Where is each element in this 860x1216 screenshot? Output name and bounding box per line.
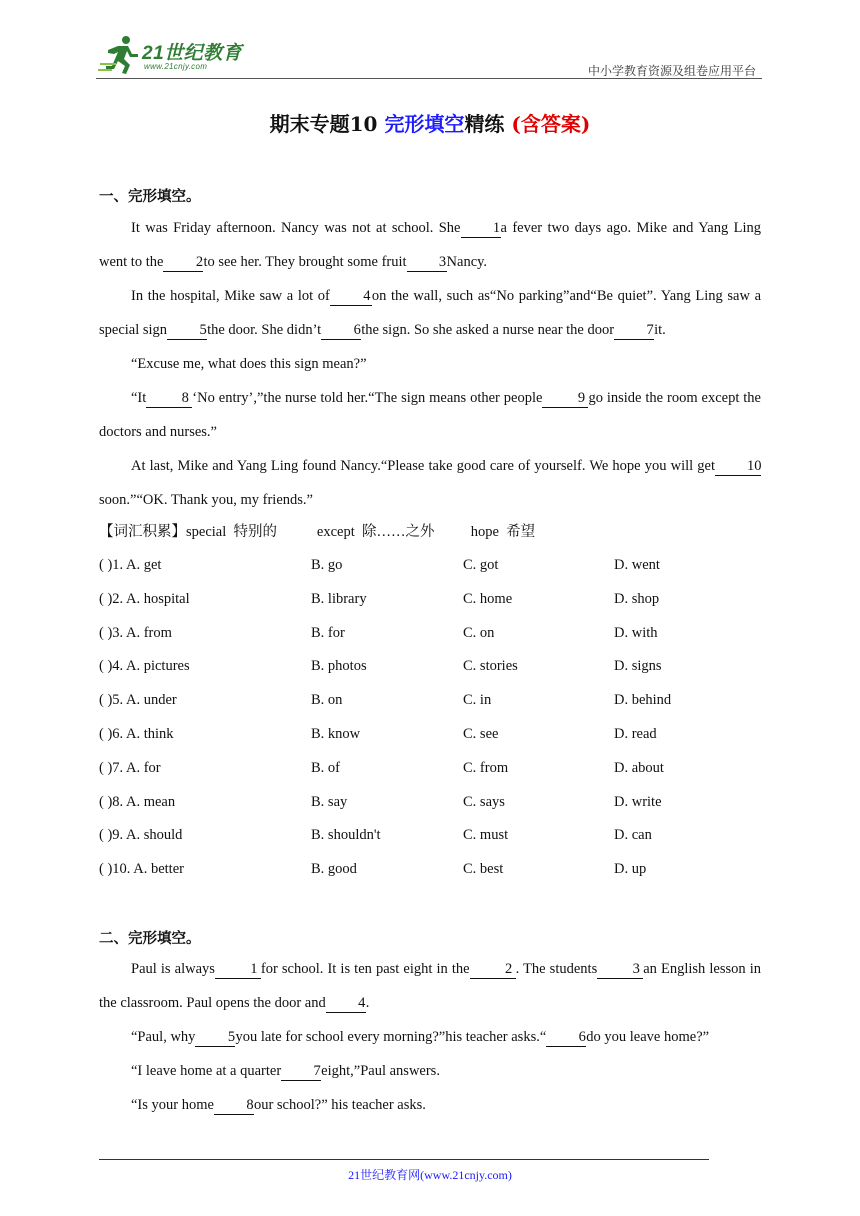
passage-paragraph bbox=[99, 347, 761, 381]
section-1-heading: 一、完形填空。 bbox=[99, 189, 201, 205]
passage-text: a fever two days ago. Mike and Yang Ling went to the bbox=[99, 220, 761, 270]
option-c[interactable]: C. home bbox=[463, 590, 513, 607]
option-c[interactable]: C. on bbox=[463, 624, 495, 641]
title-part-1: 期末专题10 bbox=[269, 112, 385, 136]
passage-paragraph bbox=[99, 1020, 761, 1054]
passage-text: At last, Mike and Yang Ling found Nancy.“Please take good care of yourself. We hope you will get bbox=[131, 458, 715, 474]
answer-blank[interactable]: 8 bbox=[214, 1096, 254, 1115]
page-header bbox=[96, 34, 762, 80]
passage-paragraph bbox=[99, 381, 761, 449]
passage-text: our school?” his teacher asks. bbox=[253, 1097, 426, 1113]
answer-blank[interactable]: 6 bbox=[546, 1028, 586, 1047]
passage-text: “Paul, why bbox=[131, 1029, 196, 1045]
question-stem-option-a[interactable]: ( )1. A. get bbox=[99, 557, 162, 573]
passage-text: Paul is always bbox=[131, 961, 215, 977]
passage-text: an English lesson in the classroom. Paul opens the door and bbox=[99, 961, 762, 1011]
question-stem-option-a[interactable]: ( )6. A. think bbox=[99, 726, 174, 742]
option-b[interactable]: B. of bbox=[311, 759, 340, 776]
question-stem-option-a[interactable]: ( )9. A. should bbox=[99, 827, 183, 844]
option-d[interactable]: D. with bbox=[614, 624, 658, 641]
question-stem-option-a[interactable]: ( )10. A. better bbox=[99, 861, 184, 878]
answer-blank[interactable]: 2 bbox=[163, 253, 203, 272]
title-part-4: (含答案) bbox=[511, 112, 591, 136]
question-row bbox=[99, 692, 761, 712]
passage-text: “It bbox=[131, 390, 147, 406]
option-c[interactable]: C. must bbox=[463, 827, 509, 844]
passage-paragraph bbox=[99, 952, 761, 1020]
passage-text: In the hospital, Mike saw a lot of bbox=[131, 288, 330, 304]
question-row bbox=[99, 591, 761, 611]
option-b[interactable]: B. say bbox=[311, 793, 348, 810]
passage-text: ‘No entry’,”the nurse told her.“The sign means other people bbox=[192, 390, 543, 406]
page-title bbox=[0, 108, 860, 137]
option-d[interactable]: D. signs bbox=[614, 658, 662, 675]
option-b[interactable]: B. know bbox=[311, 726, 361, 742]
answer-blank[interactable]: 7 bbox=[281, 1062, 321, 1081]
option-b[interactable]: B. on bbox=[311, 692, 343, 709]
option-d[interactable]: D. shop bbox=[614, 590, 660, 607]
question-row bbox=[99, 827, 761, 847]
option-d[interactable]: D. write bbox=[614, 793, 662, 810]
header-platform-text: 中小学教育资源及组卷应用平台 bbox=[587, 64, 756, 78]
passage-text: Nancy. bbox=[446, 254, 488, 270]
question-row bbox=[99, 794, 761, 814]
question-stem-option-a[interactable]: ( )3. A. from bbox=[99, 624, 172, 641]
option-c[interactable]: C. says bbox=[463, 793, 505, 810]
option-d[interactable]: D. up bbox=[614, 861, 647, 878]
passage-text: the door. She didn’t bbox=[207, 322, 322, 338]
passage-paragraph bbox=[99, 211, 761, 279]
option-c[interactable]: C. got bbox=[463, 557, 499, 573]
option-b[interactable]: B. library bbox=[311, 590, 367, 607]
answer-blank[interactable]: 4 bbox=[326, 994, 366, 1013]
passage-text: go inside the room except the doctors and nurses.” bbox=[99, 390, 761, 440]
question-row bbox=[99, 557, 761, 577]
question-stem-option-a[interactable]: ( )2. A. hospital bbox=[99, 590, 190, 607]
passage-paragraph bbox=[99, 449, 761, 517]
option-c[interactable]: C. in bbox=[463, 692, 492, 709]
question-row bbox=[99, 861, 761, 881]
title-part-3: 精练 bbox=[464, 112, 512, 136]
section-1-passage bbox=[99, 211, 761, 517]
option-c[interactable]: C. see bbox=[463, 726, 499, 742]
header-divider bbox=[96, 78, 762, 79]
option-b[interactable]: B. good bbox=[311, 861, 357, 878]
question-row bbox=[99, 625, 761, 645]
footer-divider bbox=[99, 1159, 709, 1160]
option-c[interactable]: C. best bbox=[463, 861, 504, 878]
passage-text: it. bbox=[654, 322, 666, 338]
passage-paragraph bbox=[99, 1088, 761, 1122]
vocabulary-note: 【词汇积累】special 特别的 except 除……之外 hope 希望 bbox=[99, 524, 536, 540]
passage-text: for school. It is ten past eight in the bbox=[260, 961, 470, 977]
passage-text: on the wall, such as“No parking”and“Be quiet”. Yang Ling saw a special sign bbox=[99, 288, 762, 338]
question-row bbox=[99, 726, 761, 746]
logo-text: 21世纪教育 bbox=[142, 43, 243, 64]
passage-text: you late for school every morning?”his teacher asks.“ bbox=[235, 1029, 547, 1045]
passage-text: It was Friday afternoon. Nancy was not at school. She bbox=[131, 220, 461, 236]
passage-text: eight,”Paul answers. bbox=[321, 1063, 440, 1079]
site-logo[interactable] bbox=[96, 34, 266, 78]
question-stem-option-a[interactable]: ( )4. A. pictures bbox=[99, 658, 190, 675]
passage-text: “I leave home at a quarter bbox=[131, 1063, 282, 1079]
passage-text: “Excuse me, what does this sign mean?” bbox=[131, 356, 367, 372]
logo-url: www.21cnjy.com bbox=[144, 62, 208, 71]
answer-blank[interactable]: 7 bbox=[614, 321, 654, 340]
answer-blank[interactable]: 5 bbox=[167, 321, 207, 340]
answer-blank[interactable]: 10 bbox=[715, 457, 761, 476]
question-row bbox=[99, 658, 761, 678]
answer-blank[interactable]: 4 bbox=[330, 287, 372, 306]
passage-paragraph bbox=[99, 1054, 761, 1088]
answer-blank[interactable]: 3 bbox=[407, 253, 447, 272]
question-stem-option-a[interactable]: ( )7. A. for bbox=[99, 759, 161, 776]
answer-blank[interactable]: 2 bbox=[470, 960, 516, 979]
answer-blank[interactable]: 6 bbox=[321, 321, 361, 340]
question-stem-option-a[interactable]: ( )5. A. under bbox=[99, 692, 177, 709]
title-part-2: 完形填空 bbox=[384, 112, 465, 136]
answer-blank[interactable]: 9 bbox=[542, 389, 588, 408]
option-b[interactable]: B. go bbox=[311, 557, 343, 573]
option-b[interactable]: B. photos bbox=[311, 658, 367, 675]
option-b[interactable]: B. for bbox=[311, 624, 345, 641]
option-d[interactable]: D. about bbox=[614, 759, 664, 776]
option-d[interactable]: D. can bbox=[614, 827, 652, 844]
answer-blank[interactable]: 5 bbox=[195, 1028, 235, 1047]
answer-blank[interactable]: 1 bbox=[215, 960, 261, 979]
option-d[interactable]: D. behind bbox=[614, 692, 672, 709]
passage-text: . The students bbox=[515, 961, 598, 977]
option-d[interactable]: D. read bbox=[614, 726, 657, 742]
passage-text: the sign. So she asked a nurse near the door bbox=[361, 322, 615, 338]
runner-logo-icon bbox=[96, 34, 144, 76]
section-2-heading: 二、完形填空。 bbox=[99, 931, 201, 947]
passage-text: . bbox=[365, 995, 370, 1011]
page-footer[interactable]: 21世纪教育网(www.21cnjy.com) bbox=[348, 1168, 512, 1182]
option-c[interactable]: C. stories bbox=[463, 658, 518, 675]
section-2-passage bbox=[99, 952, 761, 1122]
answer-blank[interactable]: 1 bbox=[461, 219, 501, 238]
option-c[interactable]: C. from bbox=[463, 759, 509, 776]
question-row bbox=[99, 760, 761, 780]
passage-text: soon.”“OK. Thank you, my friends.” bbox=[99, 492, 313, 508]
passage-text: do you leave home?” bbox=[586, 1029, 710, 1045]
answer-blank[interactable]: 3 bbox=[597, 960, 643, 979]
passage-text: “Is your home bbox=[131, 1097, 214, 1113]
passage-paragraph bbox=[99, 279, 761, 347]
option-d[interactable]: D. went bbox=[614, 557, 660, 573]
question-stem-option-a[interactable]: ( )8. A. mean bbox=[99, 793, 176, 810]
option-b[interactable]: B. shouldn't bbox=[311, 827, 381, 844]
passage-text: to see her. They brought some fruit bbox=[203, 254, 407, 270]
answer-blank[interactable]: 8 bbox=[146, 389, 192, 408]
